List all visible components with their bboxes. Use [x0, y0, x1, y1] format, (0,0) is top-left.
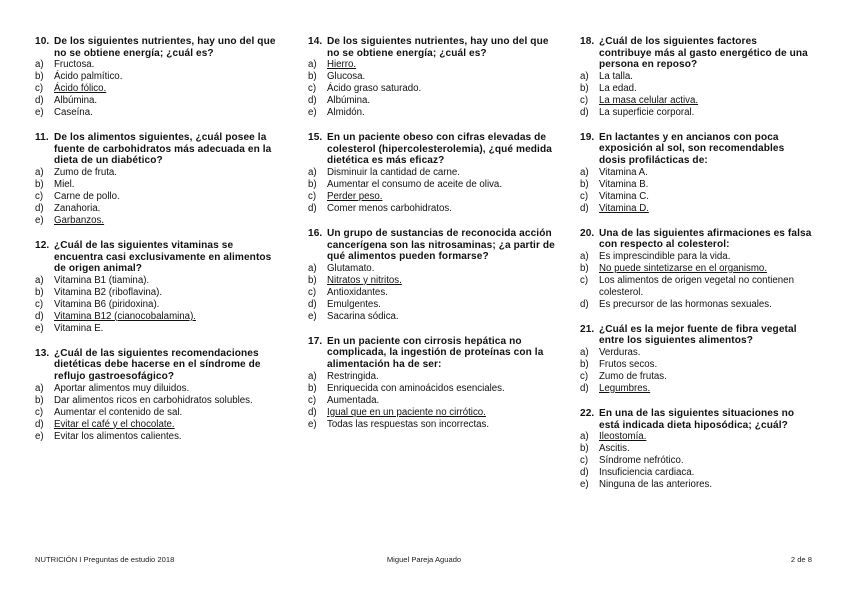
- question-stem: [308, 336, 556, 371]
- answer-option: [580, 95, 812, 107]
- answer-option: [580, 467, 812, 479]
- option-letter: e): [35, 430, 44, 442]
- option-text: Es imprescindible para la vida.: [599, 250, 731, 262]
- answer-option: [308, 95, 556, 107]
- answer-option: [308, 59, 556, 71]
- question-block: [308, 228, 556, 323]
- option-letter: a): [580, 70, 589, 82]
- correct-answer-underline: Ileostomía.: [599, 431, 647, 443]
- question-block: [308, 336, 556, 431]
- answer-option: [35, 95, 283, 107]
- option-letter: e): [308, 418, 317, 430]
- option-letter: c): [580, 455, 589, 467]
- option-text: Carne de pollo.: [54, 190, 120, 202]
- answer-option: [35, 107, 283, 119]
- option-letter: c): [35, 298, 44, 310]
- question-stem: [580, 324, 812, 347]
- option-text: Caseína.: [54, 107, 93, 119]
- option-text: Los alimentos de origen vegetal no contienen colesterol.: [599, 274, 794, 298]
- option-letter: a): [35, 59, 44, 71]
- answer-option: [580, 191, 812, 203]
- question-text: ¿Cuál de las siguientes vitaminas se encuentra casi exclusivamente en alimentos de origen animal?: [54, 239, 272, 275]
- option-text: Albúmina.: [54, 95, 98, 107]
- question-stem: [580, 36, 812, 71]
- option-letter: d): [580, 298, 589, 310]
- option-letter: b): [308, 274, 317, 286]
- option-letter: b): [580, 178, 589, 190]
- question-block: [580, 132, 812, 215]
- answer-option: [35, 71, 283, 83]
- question-stem: [308, 228, 556, 263]
- option-letter: a): [308, 370, 317, 382]
- option-letter: b): [308, 178, 317, 190]
- option-letter: c): [580, 190, 589, 202]
- option-letter: b): [35, 286, 44, 298]
- correct-answer-text: [54, 419, 283, 431]
- answer-option: [580, 263, 812, 275]
- option-text: Glucosa.: [327, 71, 366, 83]
- option-letter: c): [580, 94, 589, 106]
- option-text: Disminuir la cantidad de carne.: [327, 166, 460, 178]
- question-block: [35, 240, 283, 335]
- option-letter: c): [308, 83, 317, 95]
- option-text: Evitar los alimentos calientes.: [54, 430, 182, 442]
- question-column-3: [580, 36, 812, 504]
- option-letter: c): [308, 286, 317, 298]
- option-text: Aportar alimentos muy diluidos.: [54, 382, 190, 394]
- answer-option: [308, 167, 556, 179]
- option-text: Zumo de fruta.: [54, 166, 117, 178]
- answer-option: [580, 383, 812, 395]
- option-letter: d): [308, 202, 317, 214]
- question-block: [308, 132, 556, 215]
- option-text: Emulgentes.: [327, 298, 381, 310]
- option-text: Miel.: [54, 178, 75, 190]
- option-letter: a): [308, 262, 317, 274]
- answer-option: [308, 203, 556, 215]
- correct-answer-underline: No puede sintetizarse en el organismo.: [599, 262, 768, 274]
- option-letter: a): [35, 382, 44, 394]
- answer-option: [35, 311, 283, 323]
- question-block: [308, 36, 556, 119]
- question-stem: [580, 132, 812, 167]
- option-text: Frutos secos.: [599, 358, 658, 370]
- option-letter: c): [308, 394, 317, 406]
- answer-option: [308, 299, 556, 311]
- option-text: Sacarina sódica.: [327, 310, 399, 322]
- correct-answer-underline: Evitar el café y el chocolate.: [54, 418, 175, 430]
- option-letter: c): [580, 274, 589, 286]
- option-letter: e): [35, 322, 44, 334]
- question-column-1: [35, 36, 283, 456]
- question-text: ¿Cuál de las siguientes recomendaciones dietéticas debe hacerse en el síndrome de reflujo gastroesofágico?: [54, 347, 261, 382]
- option-letter: b): [35, 178, 44, 190]
- correct-answer-text: [599, 203, 812, 215]
- question-stem: [580, 228, 812, 251]
- correct-answer-text: [327, 191, 556, 203]
- answer-option: [580, 359, 812, 371]
- answer-option: [35, 275, 283, 287]
- option-text: Almidón.: [327, 107, 365, 119]
- question-stem: [580, 408, 812, 431]
- correct-answer-text: [599, 431, 812, 443]
- option-text: Vitamina B2 (riboflavina).: [54, 286, 163, 298]
- option-text: Verduras.: [599, 346, 641, 358]
- footer-author: Miguel Pareja Aguado: [386, 555, 462, 564]
- correct-answer-underline: Igual que en un paciente no cirrótico.: [327, 406, 486, 418]
- correct-answer-underline: La masa celular activa.: [599, 94, 699, 106]
- answer-option: [35, 203, 283, 215]
- option-letter: b): [308, 382, 317, 394]
- correct-answer-underline: Vitamina D.: [599, 202, 649, 214]
- answer-option: [308, 311, 556, 323]
- question-number: 13.: [35, 347, 50, 359]
- answer-option: [35, 323, 283, 335]
- correct-answer-text: [54, 311, 283, 323]
- option-letter: a): [580, 346, 589, 358]
- answer-option: [35, 407, 283, 419]
- question-text: De los alimentos siguientes, ¿cuál posee la fuente de carbohidratos más adecuada en la dieta de un diabético?: [54, 132, 272, 167]
- question-number: 12.: [35, 239, 50, 251]
- correct-answer-text: [327, 59, 556, 71]
- option-letter: d): [35, 202, 44, 214]
- option-text: Enriquecida con aminoácidos esenciales.: [327, 382, 505, 394]
- answer-option: [580, 107, 812, 119]
- answer-option: [35, 287, 283, 299]
- correct-answer-underline: Perder peso.: [327, 190, 383, 202]
- option-text: Vitamina A.: [599, 166, 648, 178]
- correct-answer-text: [599, 263, 812, 275]
- option-letter: b): [580, 443, 589, 455]
- option-letter: a): [580, 250, 589, 262]
- answer-option: [580, 455, 812, 467]
- question-stem: [35, 132, 283, 167]
- answer-option: [580, 431, 812, 443]
- option-letter: d): [35, 95, 44, 107]
- option-letter: d): [308, 298, 317, 310]
- option-letter: c): [35, 190, 44, 202]
- option-text: Restringida.: [327, 370, 379, 382]
- question-text: En un paciente con cirrosis hepática no complicada, la ingestión de proteínas con la alimentación ha de ser:: [327, 335, 544, 370]
- option-letter: c): [580, 370, 589, 382]
- option-letter: d): [580, 202, 589, 214]
- question-text: ¿Cuál es la mejor fuente de fibra vegetal entre los siguientes alimentos?: [599, 323, 797, 347]
- option-letter: b): [35, 71, 44, 83]
- answer-option: [35, 59, 283, 71]
- option-letter: e): [580, 479, 589, 491]
- correct-answer-text: [54, 83, 283, 95]
- option-letter: e): [308, 107, 317, 119]
- option-letter: b): [35, 394, 44, 406]
- answer-option: [580, 203, 812, 215]
- question-number: 20.: [580, 227, 595, 239]
- question-stem: [308, 36, 556, 59]
- option-text: Aumentada.: [327, 394, 380, 406]
- question-number: 22.: [580, 407, 595, 419]
- option-text: Glutamato.: [327, 262, 375, 274]
- answer-option: [580, 167, 812, 179]
- answer-option: [580, 443, 812, 455]
- option-text: Comer menos carbohidratos.: [327, 202, 452, 214]
- footer-page-number: 2 de 8: [790, 555, 812, 564]
- question-text: ¿Cuál de los siguientes factores contribuye más al gasto energético de una persona en reposo?: [599, 36, 808, 71]
- option-text: Insuficiencia cardiaca.: [599, 467, 695, 479]
- answer-option: [580, 71, 812, 83]
- question-block: [35, 36, 283, 119]
- option-letter: b): [308, 71, 317, 83]
- question-number: 19.: [580, 131, 595, 143]
- option-text: La superficie corporal.: [599, 106, 695, 118]
- answer-option: [308, 395, 556, 407]
- correct-answer-text: [599, 383, 812, 395]
- option-letter: d): [35, 310, 44, 322]
- option-text: Es precursor de las hormonas sexuales.: [599, 298, 772, 310]
- correct-answer-text: [327, 407, 556, 419]
- answer-option: [580, 371, 812, 383]
- option-letter: d): [580, 382, 589, 394]
- option-letter: a): [580, 166, 589, 178]
- question-text: En una de las siguientes situaciones no está indicada dieta hiposódica; ¿cuál?: [599, 407, 795, 431]
- option-letter: c): [308, 190, 317, 202]
- option-text: Ácido palmítico.: [54, 71, 123, 83]
- option-letter: c): [35, 83, 44, 95]
- question-number: 14.: [308, 36, 323, 47]
- answer-option: [580, 251, 812, 263]
- option-letter: a): [35, 166, 44, 178]
- option-text: La edad.: [599, 82, 637, 94]
- answer-option: [308, 83, 556, 95]
- question-text: Un grupo de sustancias de reconocida acción cancerígena son las nitrosaminas; ¿a partir de qué alimentos pueden formarse?: [327, 227, 555, 263]
- correct-answer-underline: Garbanzos.: [54, 214, 105, 226]
- question-text: Una de las siguientes afirmaciones es falsa con respecto al colesterol:: [599, 227, 812, 251]
- option-text: Aumentar el contenido de sal.: [54, 406, 183, 418]
- answer-option: [580, 83, 812, 95]
- answer-option: [35, 419, 283, 431]
- answer-option: [308, 191, 556, 203]
- option-letter: b): [580, 358, 589, 370]
- question-text: De los siguientes nutrientes, hay uno del que no se obtiene energía; ¿cuál es?: [54, 36, 276, 59]
- option-letter: a): [308, 166, 317, 178]
- answer-option: [35, 167, 283, 179]
- option-letter: d): [308, 95, 317, 107]
- question-block: [580, 324, 812, 395]
- option-text: Vitamina B.: [599, 178, 649, 190]
- answer-option: [35, 179, 283, 191]
- answer-option: [308, 275, 556, 287]
- answer-option: [35, 299, 283, 311]
- question-block: [35, 348, 283, 443]
- option-text: Todas las respuestas son incorrectas.: [327, 418, 490, 430]
- option-letter: d): [580, 467, 589, 479]
- option-letter: b): [580, 262, 589, 274]
- option-text: Zanahoria.: [54, 202, 101, 214]
- answer-option: [580, 179, 812, 191]
- option-letter: e): [35, 214, 44, 226]
- answer-option: [35, 215, 283, 227]
- question-stem: [35, 36, 283, 59]
- question-number: 15.: [308, 132, 323, 144]
- correct-answer-text: [327, 275, 556, 287]
- option-letter: a): [308, 59, 317, 71]
- option-text: La talla.: [599, 70, 633, 82]
- correct-answer-text: [54, 215, 283, 227]
- question-text: En lactantes y en ancianos con poca exposición al sol, son recomendables dosis profilácticas de:: [599, 131, 785, 166]
- question-block: [35, 132, 283, 227]
- question-block: [580, 408, 812, 491]
- option-text: Vitamina E.: [54, 322, 104, 334]
- question-stem: [35, 348, 283, 383]
- answer-option: [35, 395, 283, 407]
- option-text: Ascitis.: [599, 443, 630, 455]
- answer-option: [308, 407, 556, 419]
- answer-option: [308, 287, 556, 299]
- answer-option: [35, 191, 283, 203]
- question-number: 11.: [35, 132, 49, 144]
- option-text: Antioxidantes.: [327, 286, 388, 298]
- answer-option: [308, 263, 556, 275]
- answer-option: [35, 83, 283, 95]
- question-number: 17.: [308, 335, 323, 347]
- answer-option: [580, 299, 812, 311]
- question-number: 21.: [580, 323, 595, 335]
- option-letter: a): [580, 431, 589, 443]
- option-letter: a): [35, 274, 44, 286]
- answer-option: [580, 479, 812, 491]
- question-block: [580, 36, 812, 119]
- correct-answer-underline: Ácido fólico.: [54, 83, 107, 95]
- answer-option: [35, 383, 283, 395]
- question-number: 16.: [308, 227, 323, 239]
- option-text: Ácido graso saturado.: [327, 83, 422, 95]
- option-text: Fructosa.: [54, 59, 95, 71]
- answer-option: [580, 275, 812, 299]
- option-letter: d): [308, 406, 317, 418]
- footer-course-title: NUTRICIÓN I Preguntas de estudio 2018: [35, 555, 175, 564]
- answer-option: [308, 107, 556, 119]
- question-text: De los siguientes nutrientes, hay uno del que no se obtiene energía; ¿cuál es?: [327, 36, 549, 59]
- option-text: Vitamina C.: [599, 190, 649, 202]
- question-column-2: [308, 36, 556, 444]
- correct-answer-underline: Vitamina B12 (cianocobalamina).: [54, 310, 196, 322]
- option-text: Ninguna de las anteriores.: [599, 479, 713, 491]
- question-stem: [35, 240, 283, 275]
- correct-answer-text: [599, 95, 812, 107]
- option-text: Albúmina.: [327, 95, 371, 107]
- question-text: En un paciente obeso con cifras elevadas de colesterol (hipercolesterolemia), ¿qué medida dietética es más eficaz?: [327, 132, 552, 167]
- option-letter: e): [308, 310, 317, 322]
- option-letter: d): [35, 418, 44, 430]
- correct-answer-underline: Legumbres.: [599, 382, 651, 394]
- answer-option: [308, 71, 556, 83]
- option-text: Zumo de frutas.: [599, 370, 667, 382]
- correct-answer-underline: Hierro.: [327, 59, 357, 71]
- answer-option: [308, 371, 556, 383]
- option-letter: d): [580, 106, 589, 118]
- option-letter: c): [35, 406, 44, 418]
- question-stem: [308, 132, 556, 167]
- option-text: Dar alimentos ricos en carbohidratos solubles.: [54, 394, 253, 406]
- question-number: 18.: [580, 36, 595, 47]
- question-block: [580, 228, 812, 311]
- answer-option: [308, 179, 556, 191]
- option-text: Aumentar el consumo de aceite de oliva.: [327, 178, 503, 190]
- option-letter: b): [580, 82, 589, 94]
- answer-option: [580, 347, 812, 359]
- answer-option: [308, 383, 556, 395]
- option-text: Síndrome nefrótico.: [599, 455, 684, 467]
- answer-option: [308, 419, 556, 431]
- option-text: Vitamina B1 (tiamina).: [54, 274, 150, 286]
- answer-option: [35, 431, 283, 443]
- option-letter: e): [35, 107, 44, 119]
- option-text: Vitamina B6 (piridoxina).: [54, 298, 160, 310]
- correct-answer-underline: Nitratos y nitritos.: [327, 274, 402, 286]
- question-number: 10.: [35, 36, 50, 47]
